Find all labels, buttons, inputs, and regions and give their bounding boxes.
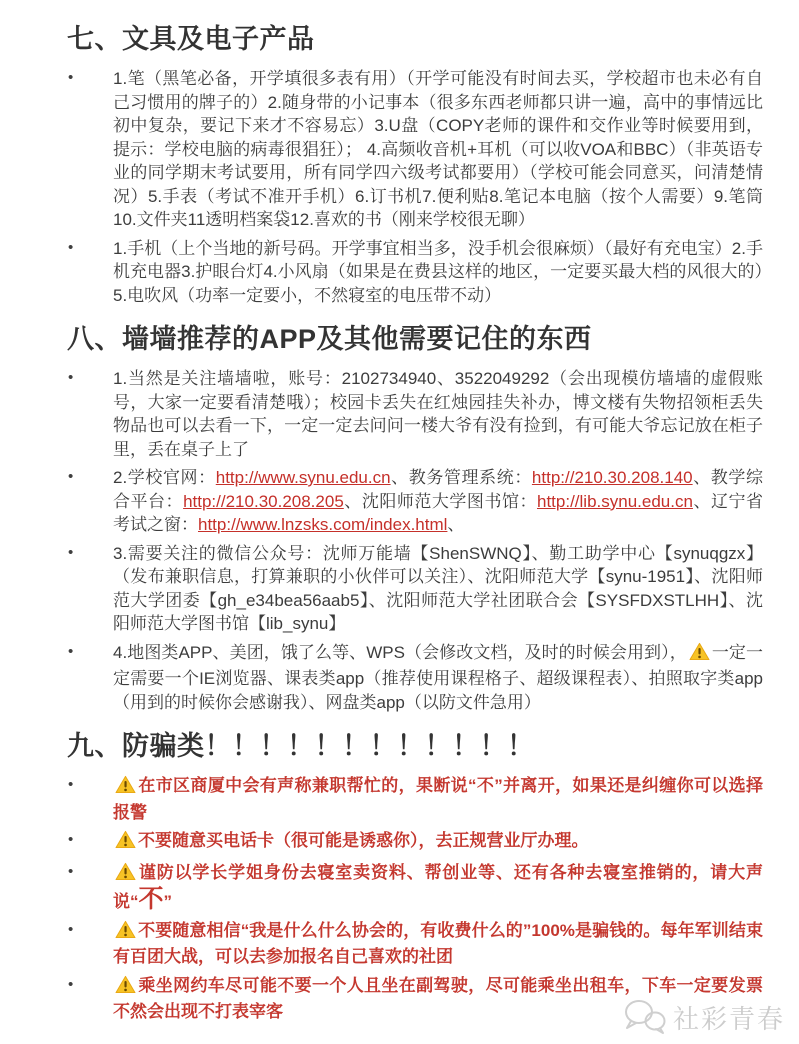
list-item xyxy=(67,919,763,969)
text-run: 一定一定需要一个IE浏览器、课表类app（推荐使用课程格子、超级课程表）、拍照取字类app（用到的时候你会感谢我）、网盘类app（以防文件急用） xyxy=(113,642,764,712)
text-run: 4.地图类APP、美团，饿了么等、WPS（会修改文档，及时的时候会用到）， xyxy=(113,642,687,662)
list-item-text xyxy=(113,863,763,912)
bullet-marker: • xyxy=(68,238,74,256)
watermark xyxy=(622,998,785,1036)
list-item-text xyxy=(113,468,763,534)
bullet-marker: • xyxy=(68,543,74,561)
warning-icon xyxy=(115,920,136,946)
warning-icon xyxy=(115,862,136,888)
bullet-marker: • xyxy=(68,369,74,386)
list-item-text xyxy=(113,69,763,229)
list-item xyxy=(67,237,763,308)
list-item-text xyxy=(113,921,763,967)
section-title: 八、墙墙推荐的APP及其他需要记住的东西 xyxy=(67,324,592,354)
text-run: ” xyxy=(163,892,173,911)
text-run: 、沈阳师范大学图书馆： xyxy=(343,491,537,511)
list-item xyxy=(67,641,763,715)
warning-icon xyxy=(115,830,136,856)
link[interactable]: http://www.synu.edu.cn xyxy=(215,468,391,487)
text-run: 2.学校官网： xyxy=(113,468,216,487)
text-run: 谨防以学长学姐身份去寝室卖资料、帮创业等、还有各种去寝室推销的，请大声说 xyxy=(113,862,763,911)
list-item-text xyxy=(113,369,763,459)
list-item-text xyxy=(113,239,763,305)
text-run: 乘坐网约车尽可能不要一个人且坐在副驾驶，尽可能乘坐出租车，下车一定要发票不然会出现不打表宰客 xyxy=(113,975,763,1021)
bullet-list xyxy=(67,367,763,714)
link[interactable]: http://210.30.208.140 xyxy=(531,468,693,487)
bullet-marker: • xyxy=(68,776,74,793)
text-run: 1.当然是关注墙墙啦，账号：2102734940、3522049292（会出现模仿墙墙的虚假账号，大家一定要看清楚哦）；校园卡丢失在红烛园挂失补办，博文楼有失物招领柜丢失物品也可以去看一下，一定一定去问问一楼大爷有没有捡到，有可能大爷忘记放在柜子里，丢在桌子上了 xyxy=(113,369,763,459)
bullet-list xyxy=(67,774,763,1024)
link[interactable]: http://210.30.208.205 xyxy=(183,491,344,511)
list-item-text xyxy=(113,776,763,822)
text-run: 不要随意相信“我是什么什么协会的，有收费什么的”100%是骗钱的。每年军训结束有百团大战，可以去参加报名自己喜欢的社团 xyxy=(113,920,763,966)
text-run: 1.手机（上个当地的新号码。开学事宜相当多，没手机会很麻烦）（最好有充电宝）2.手机充电器3.护眼台灯4.小风扇（如果是在费县这样的地区，一定要买最大档的风很大的）5.电吹风（功率一定要小，不然寝室的电压带不动） xyxy=(113,238,763,305)
bullet-marker: • xyxy=(68,920,74,938)
text-run: 、 xyxy=(447,515,465,534)
bullet-marker: • xyxy=(68,975,74,993)
list-item-text xyxy=(113,544,763,634)
warning-icon xyxy=(689,642,710,668)
warning-icon xyxy=(115,775,136,801)
bullet-marker: • xyxy=(68,862,74,880)
list-item xyxy=(67,542,763,636)
wechat-icon xyxy=(622,998,668,1036)
bullet-marker: • xyxy=(68,831,74,848)
text-run: 、教学综合平台： xyxy=(113,468,763,511)
bullet-marker: • xyxy=(68,69,74,86)
list-item xyxy=(67,861,763,914)
list-item-text xyxy=(113,643,763,712)
text-run: 1.笔（黑笔必备，开学填很多表有用）（开学可能没有时间去买，学校超市也未必有自己习惯用的牌子的）2.随身带的小记事本（很多东西老师都只讲一遍，高中的事情远比初中复杂，要记下来才不容易忘）3.U盘（COPY老师的课件和交作业等时候要用到，提示：学校电脑的病毒很猖狂）； 4.高频收音机+耳机（可以收VOA和BBC）（非英语专业的同学期末考试要用，所有同学四六级考试都要用）（学校可能会同意买，问清楚情况）5.手表（考试不准开手机）6.订书机7.便利贴8.笔记本电脑（按个人需要）9.笔筒10.文件夹11透明档案袋12.喜欢的书（刚来学校很无聊） xyxy=(113,69,763,229)
link[interactable]: http://lib.synu.edu.cn xyxy=(537,491,693,511)
text-run: “ xyxy=(130,892,139,911)
text-run: 不 xyxy=(138,885,164,913)
text-run: 、教务管理系统： xyxy=(390,468,532,487)
list-item xyxy=(67,829,763,856)
watermark-text: 社彩青春 xyxy=(672,1003,785,1034)
section-title: 七、文具及电子产品 xyxy=(67,24,315,54)
list-item-text xyxy=(113,831,589,850)
list-item xyxy=(67,67,763,232)
warning-icon xyxy=(115,975,136,1001)
text-run: 、辽宁省考试之窗： xyxy=(113,491,764,534)
link[interactable]: http://www.lnzsks.com/index.html xyxy=(198,515,448,534)
bullet-list xyxy=(67,67,763,307)
text-run: 不要随意买电话卡（很可能是诱惑你），去正规营业厅办理。 xyxy=(138,831,589,850)
text-run: 3.需要关注的微信公众号：沈师万能墙【ShenSWNQ】、勤工助学中心【synuqgzx】（发布兼职信息，打算兼职的小伙伴可以关注）、沈阳师范大学【synu-1951】、沈阳师范大学团委【gh_e34bea56aab5】、沈阳师范大学社团联合会【SYSFDXSTLHH】、沈阳师范大学图书馆【lib_synu】 xyxy=(113,543,763,633)
section-title: 九、防骗类！！！！！！！！！！！！ xyxy=(67,731,535,761)
list-item xyxy=(67,774,763,824)
text-run: 在市区商厦中会有声称兼职帮忙的，果断说“不”并离开，如果还是纠缠你可以选择报警 xyxy=(113,776,763,822)
list-item xyxy=(67,367,763,461)
list-item xyxy=(67,466,763,537)
bullet-marker: • xyxy=(68,642,74,660)
bullet-marker: • xyxy=(68,468,74,485)
